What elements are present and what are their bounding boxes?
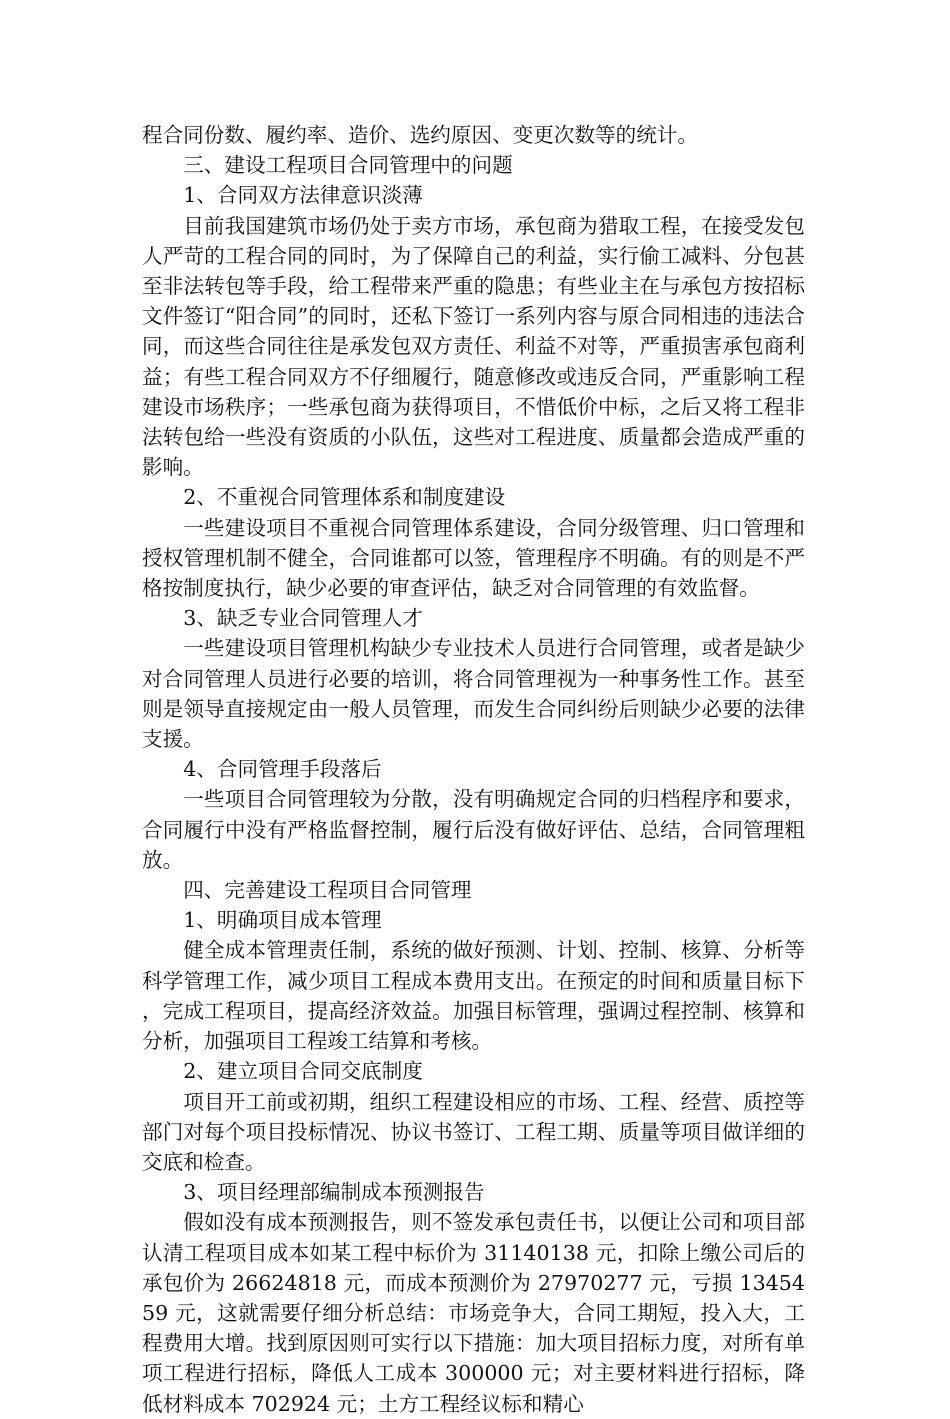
subheading-3-4: 4、合同管理手段落后: [183, 757, 382, 782]
subheading-3-1: 1、合同双方法律意识淡薄: [183, 183, 423, 208]
paragraph-4-1: 健全成本管理责任制，系统的做好预测、计划、控制、核算、分析等科学管理工作，减少项目工程成本费用支出。在预定的时间和质量目标下，完成工程项目，提高经济效益。加强目标管理，强调过程控制、核算和分析，加强项目工程竣工结算和考核。: [142, 938, 805, 1054]
paragraph-4-2: 项目开工前或初期，组织工程建设相应的市场、工程、经营、质控等部门对每个项目投标情况、协议书签订、工程工期、质量等项目做详细的交底和检查。: [142, 1089, 805, 1174]
document-body: [142, 120, 805, 1419]
paragraph-3-1: 目前我国建筑市场仍处于卖方市场，承包商为猎取工程，在接受发包人严苛的工程合同的同时，为了保障自己的利益，实行偷工减料、分包甚至非法转包等手段，给工程带来严重的隐患；有些业主在与承包方按招标文件签订“阳合同”的同时，还私下签订一系列内容与原合同相违的违法合同，而这些合同往往是承发包双方责任、利益不对等，严重损害承包商利益；有些工程合同双方不仔细履行，随意修改或违反合同，严重影响工程建设市场秩序；一些承包商为获得项目，不惜低价中标，之后又将工程非法转包给一些没有资质的小队伍，这些对工程进度、质量都会造成严重的影响。: [142, 213, 805, 480]
subheading-4-3: 3、项目经理部编制成本预测报告: [183, 1180, 485, 1205]
paragraph-3-2: 一些建设项目不重视合同管理体系建设，合同分级管理、归口管理和授权管理机制不健全，合同谁都可以签，管理程序不明确。有的则是不严格按制度执行，缺少必要的审查评估，缺乏对合同管理的有效监督。: [142, 515, 805, 601]
subheading-4-2: 2、建立项目合同交底制度: [183, 1059, 423, 1084]
paragraph-3-3: 一些建设项目管理机构缺少专业技术人员进行合同管理，或者是缺少对合同管理人员进行必要的培训，将合同管理视为一种事务性工作。甚至则是领导直接规定由一般人员管理，而发生合同纠纷后则缺少必要的法律支援。: [142, 636, 805, 752]
paragraph-4-3: 假如没有成本预测报告，则不签发承包责任书，以便让公司和项目部认清工程项目成本如某工程中标价为 31140138 元，扣除上缴公司后的承包价为 26624818 元，而成本预测价为 27970277 元，亏损 1345459 元，这就需要仔细分析总结：市场竞争大，合同工期短，投入大，工程费用大增。找到原因则可实行以下措施：加大项目招标力度，对所有单项工程进行招标，降低人工成本 300000 元；对主要材料进行招标，降低材料成本 702924 元；土方工程经议标和精心: [142, 1210, 805, 1416]
paragraph-continuation: 程合同份数、履约率、造价、选约原因、变更次数等的统计。: [142, 123, 699, 147]
section-heading-4: 四、完善建设工程项目合同管理: [183, 878, 472, 903]
subheading-3-3: 3、缺乏专业合同管理人才: [183, 606, 423, 631]
subheading-3-2: 2、不重视合同管理体系和制度建设: [183, 485, 506, 510]
subheading-4-1: 1、明确项目成本管理: [183, 908, 382, 933]
section-heading-3: 三、建设工程项目合同管理中的问题: [183, 153, 513, 178]
paragraph-3-4: 一些项目合同管理较为分散，没有明确规定合同的归档程序和要求，合同履行中没有严格监督控制，履行后没有做好评估、总结，合同管理粗放。: [142, 787, 805, 872]
